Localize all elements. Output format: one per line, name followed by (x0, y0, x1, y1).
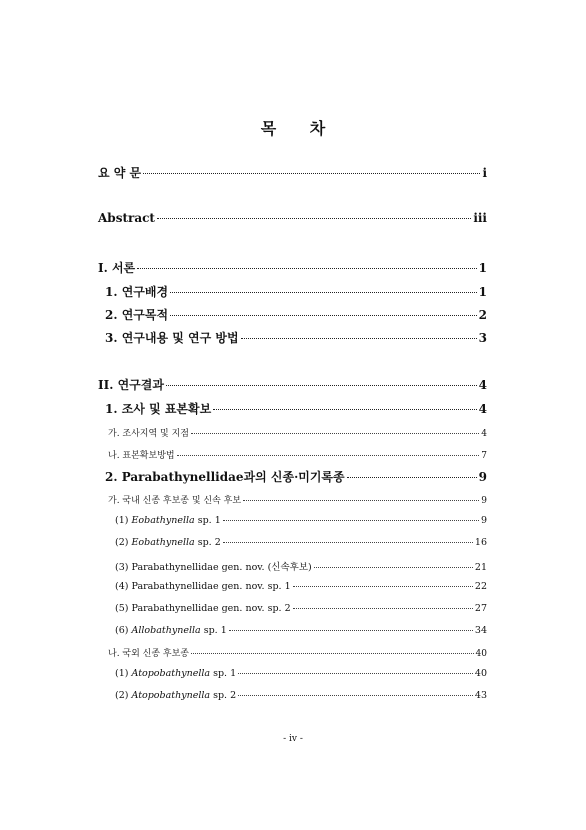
toc-label: I. 서론 (98, 261, 136, 275)
toc-label: 나. 국외 신종 후보종 (108, 649, 189, 659)
toc-label: II. 연구결과 (98, 378, 164, 392)
dot-leader (191, 433, 479, 434)
toc-label: (3) Parabathynellidae gen. nov. (신속후보) (115, 562, 312, 573)
species-number: (2) (115, 690, 129, 701)
toc-entry-species-7[interactable] (0, 668, 586, 679)
dot-leader (243, 500, 479, 501)
dot-leader (170, 315, 477, 316)
toc-label: 1. 조사 및 표본확보 (105, 402, 212, 416)
genus-name: Eobathynella (131, 537, 195, 548)
toc-label: (4) Parabathynellidae gen. nov. sp. 1 (115, 581, 291, 592)
toc-page-number: 40 (475, 649, 487, 659)
toc-entry-species-4[interactable] (0, 581, 586, 592)
toc-page-number: 27 (474, 603, 487, 614)
toc-page-number: 3 (478, 331, 487, 345)
toc-page-number: iii (473, 211, 487, 225)
toc-label: 가. 조사지역 및 지점 (108, 429, 189, 439)
toc-entry-species-3[interactable] (0, 559, 586, 573)
species-number: (1) (115, 668, 129, 679)
dot-leader (347, 477, 477, 478)
toc-entry-1-2[interactable] (0, 306, 586, 323)
page-footer-number: - iv - (283, 734, 303, 744)
species-epithet: sp. 1 (197, 515, 221, 526)
toc-label (115, 625, 227, 636)
toc-page-number: 9 (478, 470, 487, 484)
dot-leader (137, 268, 476, 269)
dot-leader (238, 673, 473, 674)
dot-leader (143, 173, 480, 174)
toc-label: 2. 연구목적 (105, 308, 169, 322)
toc-entry-chapter-1[interactable] (0, 259, 586, 276)
dot-leader (314, 567, 473, 568)
species-epithet: sp. 2 (213, 690, 237, 701)
toc-entry-2-1[interactable] (0, 400, 586, 417)
dot-leader (293, 586, 473, 587)
toc-label (115, 668, 236, 679)
genus-name: Allobathynella (131, 625, 201, 636)
toc-page-number: 40 (474, 668, 487, 679)
toc-entry-species-5[interactable] (0, 603, 586, 614)
toc-page-number: 34 (474, 625, 487, 636)
dot-leader (293, 608, 473, 609)
toc-entry-2-2-b[interactable] (0, 646, 586, 659)
toc-page-number: 4 (478, 402, 487, 416)
toc-entry-species-2[interactable] (0, 537, 586, 548)
species-epithet: sp. 1 (203, 625, 227, 636)
toc-entry-species-8[interactable] (0, 690, 586, 701)
toc-label: 2. Parabathynellidae과의 신종·미기록종 (105, 470, 345, 484)
dot-leader (170, 292, 477, 293)
toc-entry-2-1-a[interactable] (0, 426, 586, 439)
toc-page-number: 9 (480, 515, 487, 526)
toc-label: 요 약 문 (98, 166, 142, 180)
toc-page-number: 1 (478, 261, 487, 275)
species-number: (6) (115, 625, 129, 636)
dot-leader (223, 542, 473, 543)
toc-entry-2-2-a[interactable] (0, 493, 586, 506)
toc-label: 3. 연구내용 및 연구 방법 (105, 331, 239, 345)
toc-label (115, 690, 236, 701)
toc-label: 가. 국내 신종 후보종 및 신속 후보 (108, 496, 242, 506)
toc-entry-2-2[interactable] (0, 468, 586, 485)
toc-entry-species-6[interactable] (0, 625, 586, 636)
toc-entry-summary[interactable] (0, 164, 586, 181)
toc-entry-1-3[interactable] (0, 329, 586, 346)
dot-leader (223, 520, 479, 521)
toc-entry-1-1[interactable] (0, 283, 586, 300)
toc-entry-2-1-b[interactable] (0, 448, 586, 461)
toc-entry-abstract[interactable] (0, 211, 586, 225)
toc-page-number: 4 (481, 429, 487, 439)
dot-leader (166, 385, 477, 386)
toc-label: (5) Parabathynellidae gen. nov. sp. 2 (115, 603, 291, 614)
species-number: (2) (115, 537, 129, 548)
dot-leader (238, 695, 473, 696)
dot-leader (157, 218, 471, 219)
dot-leader (213, 409, 476, 410)
toc-label: 나. 표본확보방법 (108, 451, 175, 461)
toc-entry-chapter-2[interactable] (0, 376, 586, 393)
dot-leader (191, 653, 474, 654)
species-epithet: sp. 2 (197, 537, 221, 548)
toc-entry-species-1[interactable] (0, 515, 586, 526)
species-epithet: sp. 1 (213, 668, 237, 679)
dot-leader (177, 455, 480, 456)
toc-page-number: 1 (478, 285, 487, 299)
toc-page-number: i (482, 166, 487, 180)
species-number: (1) (115, 515, 129, 526)
toc-page-number: 4 (478, 378, 487, 392)
genus-name: Eobathynella (131, 515, 195, 526)
toc-page-number: 7 (481, 451, 487, 461)
toc-page-number: 2 (478, 308, 487, 322)
toc-label (115, 515, 221, 526)
toc-page-number: 16 (474, 537, 487, 548)
toc-label: Abstract (98, 211, 155, 225)
toc-page-number: 22 (474, 581, 487, 592)
page-title: 목 차 (260, 119, 340, 138)
dot-leader (229, 630, 473, 631)
toc-page-number: 21 (474, 562, 487, 573)
toc-page-number: 43 (474, 690, 487, 701)
dot-leader (241, 338, 477, 339)
toc-label (115, 537, 221, 548)
toc-page-number: 9 (481, 496, 487, 506)
genus-name: Atopobathynella (131, 690, 211, 701)
genus-name: Atopobathynella (131, 668, 211, 679)
toc-label: 1. 연구배경 (105, 285, 169, 299)
